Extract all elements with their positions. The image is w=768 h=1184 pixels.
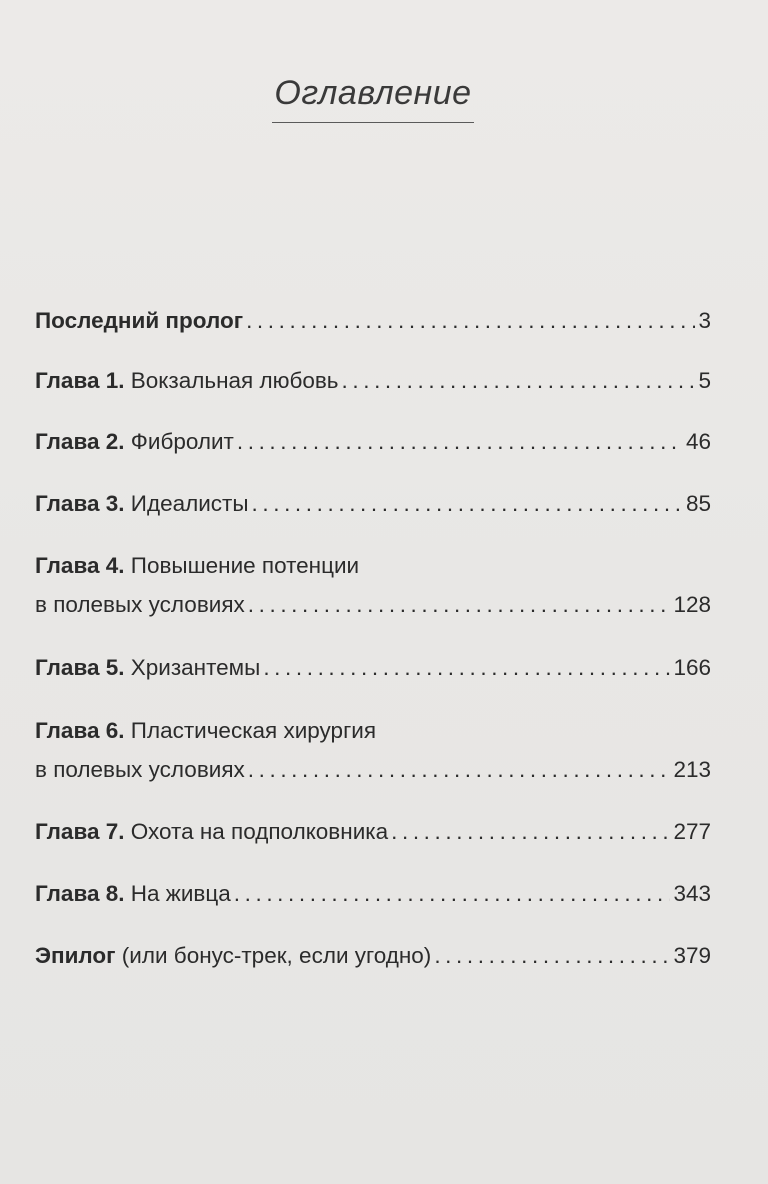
page-number: 379 (673, 943, 711, 968)
toc-entry-chapter-6 (35, 716, 711, 785)
toc-entry-chapter-5 (35, 653, 711, 683)
toc-entry-chapter-2 (35, 427, 711, 457)
entry-title: Эпилог (35, 943, 116, 968)
dot-leader (246, 306, 695, 336)
entry-subtitle: Охота на подполковника (124, 819, 389, 844)
page-number: 128 (673, 592, 711, 617)
dot-leader (248, 755, 671, 785)
entry-title: Глава 8. (35, 881, 125, 906)
entry-title: Глава 4. (35, 553, 125, 578)
toc-entry-chapter-3 (35, 489, 711, 519)
entry-subtitle: Фибролит (124, 429, 234, 454)
entry-subtitle: (или бонус-трек, если угодно) (115, 943, 432, 968)
entry-title: Глава 5. (35, 655, 125, 680)
entry-title: Глава 3. (35, 491, 125, 516)
entry-subtitle: На живца (124, 881, 231, 906)
entry-subtitle: Повышение потенции (124, 553, 360, 578)
entry-subtitle-continued: в полевых условиях (35, 592, 245, 617)
entry-subtitle: Идеалисты (124, 491, 249, 516)
entry-subtitle: Пластическая хирургия (124, 718, 377, 743)
dot-leader (263, 653, 670, 683)
entry-subtitle-continued: в полевых условиях (35, 757, 245, 782)
toc-entry-chapter-1 (35, 366, 711, 396)
dot-leader (234, 879, 671, 909)
page-number: 277 (673, 819, 711, 844)
entry-subtitle: Вокзальная любовь (124, 368, 339, 393)
page-title: Оглавление (274, 74, 472, 112)
toc-entry-prologue (35, 306, 711, 336)
entry-title: Глава 7. (35, 819, 125, 844)
dot-leader (252, 489, 683, 519)
toc-entry-epilogue (35, 941, 711, 971)
entry-title: Последний пролог (35, 308, 244, 333)
toc-entry-chapter-4 (35, 551, 711, 620)
entry-title: Глава 1. (35, 368, 125, 393)
page-number: 343 (673, 881, 711, 906)
toc-entry-chapter-8 (35, 879, 711, 909)
entry-title: Глава 2. (35, 429, 125, 454)
dot-leader (248, 590, 671, 620)
entry-subtitle: Хризантемы (124, 655, 261, 680)
dot-leader (237, 427, 683, 457)
page-number: 5 (698, 368, 711, 393)
page-number: 166 (673, 655, 711, 680)
dot-leader (434, 941, 670, 971)
page-number: 3 (698, 308, 711, 333)
page-number: 213 (673, 757, 711, 782)
title-underline (272, 122, 474, 123)
entry-title: Глава 6. (35, 718, 125, 743)
page-number: 85 (685, 491, 711, 516)
dot-leader (342, 366, 696, 396)
toc-entry-chapter-7 (35, 817, 711, 847)
dot-leader (391, 817, 670, 847)
page-number: 46 (685, 429, 711, 454)
